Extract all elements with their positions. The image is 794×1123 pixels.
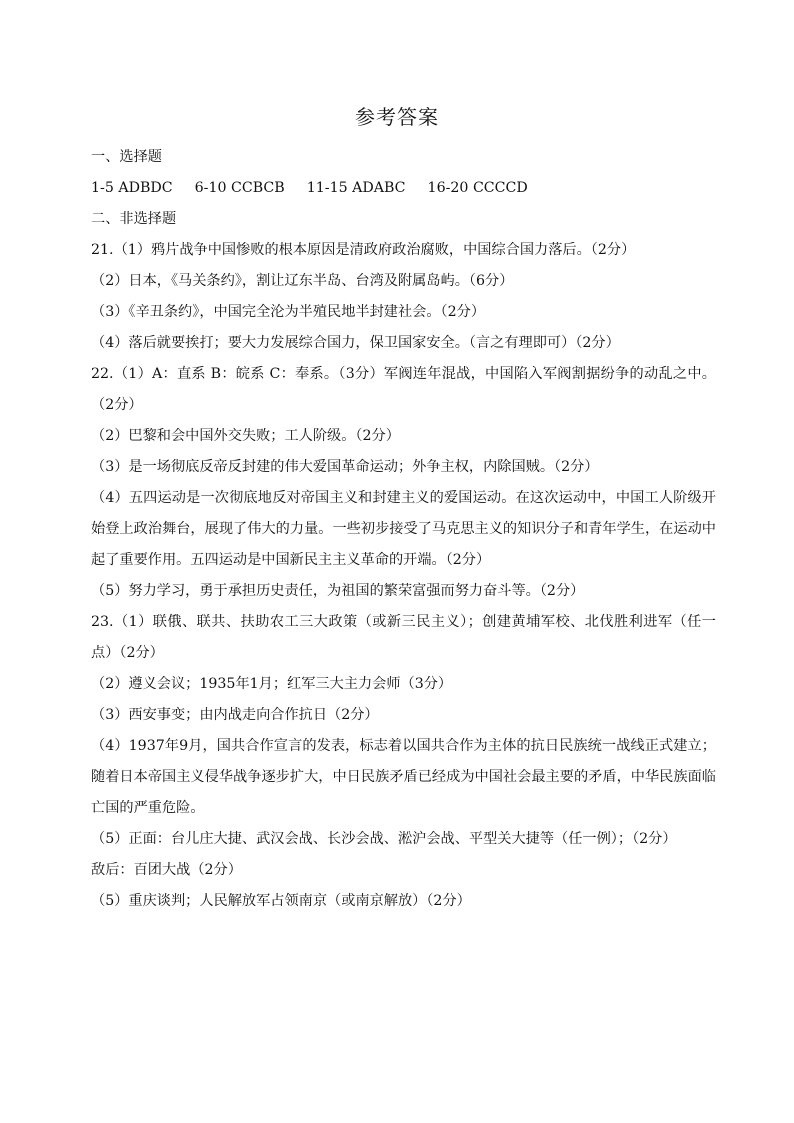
- mc-answer-group: 1-5 ADBDC: [91, 180, 173, 196]
- q23-part6: （5）重庆谈判；人民解放军占领南京（或南京解放）（2分）: [91, 893, 471, 909]
- answer-content: [91, 142, 716, 917]
- q21-part4: （4）落后就要挨打；要大力发展综合国力，保卫国家安全。（言之有理即可）（2分）: [91, 335, 620, 351]
- mc-answer-group: 11-15 ADABC: [306, 180, 406, 196]
- mc-answer-group: 16-20 CCCCD: [427, 180, 528, 196]
- q22-part2: （2）巴黎和会中国外交失败；工人阶级。（2分）: [91, 428, 400, 444]
- q23-part2: （2）遵义会议；1935年1月；红军三大主力会师（3分）: [91, 676, 453, 692]
- q22-part4: （4）五四运动是一次彻底地反对帝国主义和封建主义的爱国运动。在这次运动中，中国工人阶级开始登上政治舞台，展现了伟大的力量。一些初步接受了马克思主义的知识分子和青年学生，在运动中起了重要作用。五四运动是中国新民主主义革命的开端。（2分）: [91, 490, 716, 568]
- q21-part1: 21.（1）鸦片战争中国惨败的根本原因是清政府政治腐败，中国综合国力落后。（2分）: [91, 242, 636, 258]
- q23-part3: （3）西安事变；由内战走向合作抗日（2分）: [91, 707, 379, 723]
- section-heading-multiple-choice: 一、选择题: [91, 149, 162, 165]
- q22-part5: （5）努力学习，勇于承担历史责任，为祖国的繁荣富强而努力奋斗等。（2分）: [91, 583, 585, 599]
- q23-part1: 23.（1）联俄、联共、扶助农工三大政策（或新三民主义）；创建黄埔军校、北伐胜利进军（任一点）（2分）: [91, 614, 716, 661]
- q21-part2: （2）日本，《马关条约》，割让辽东半岛、台湾及附属岛屿。（6分）: [91, 273, 514, 289]
- q23-part5-behind-lines: 敌后：百团大战（2分）: [91, 862, 242, 878]
- mc-answer-group: 6-10 CCBCB: [194, 180, 285, 196]
- q21-part3: （3）《辛丑条约》，中国完全沦为半殖民地半封建社会。（2分）: [91, 304, 486, 320]
- q22-part1: 22.（1）A：直系 B：皖系 C：奉系。（3分）军阀连年混战，中国陷入军阀割据纷争的动乱之中。（2分）: [91, 366, 716, 413]
- q22-part3: （3）是一场彻底反帝反封建的伟大爱国革命运动；外争主权，内除国贼。（2分）: [91, 459, 599, 475]
- q23-part4: （4）1937年9月，国共合作宣言的发表，标志着以国共合作为主体的抗日民族统一战线正式建立；随着日本帝国主义侵华战争逐步扩大，中日民族矛盾已经成为中国社会最主要的矛盾，中华民族面临亡国的严重危险。: [91, 738, 716, 816]
- section-heading-non-choice: 二、非选择题: [91, 211, 177, 227]
- multiple-choice-answers: [91, 173, 716, 204]
- q23-part5-frontline: （5）正面：台儿庄大捷、武汉会战、长沙会战、淞沪会战、平型关大捷等（任一例）；（2分）: [91, 831, 677, 847]
- page-title: 参考答案: [355, 105, 439, 129]
